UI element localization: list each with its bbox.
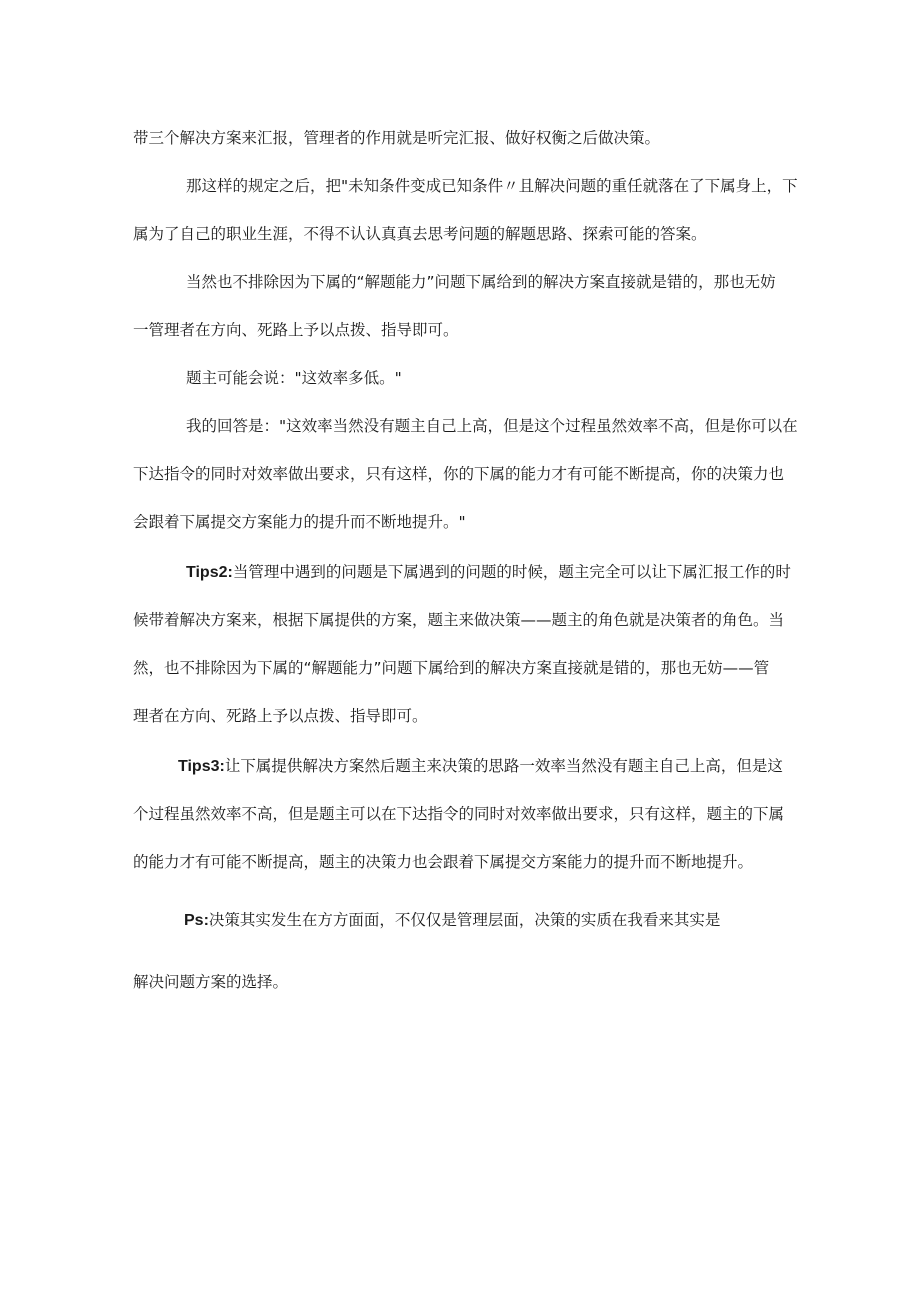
tips3-first-line <box>178 756 783 777</box>
paragraph-line: 理者在方向、死路上予以点拨、指导即可。 <box>133 707 428 725</box>
paragraph-line: 然，也不排除因为下属的“解题能力”问题下属给到的解决方案直接就是错的，那也无妨——管 <box>133 659 770 677</box>
tips3-text: 让下属提供解决方案然后题主来决策的思路一效率当然没有题主自己上高，但是这 <box>224 757 783 775</box>
ps-first-line <box>184 910 720 931</box>
paragraph-line: 属为了自己的职业生涯，不得不认认真真去思考问题的解题思路、探索可能的答案。 <box>133 225 707 243</box>
paragraph-line: 我的回答是："这效率当然没有题主自己上高，但是这个过程虽然效率不高，但是你可以在 <box>186 417 798 435</box>
tips2-text: 当管理中遇到的问题是下属遇到的问题的时候，题主完全可以让下属汇报工作的时 <box>232 563 791 581</box>
paragraph-line: 下达指令的同时对效率做出要求，只有这样，你的下属的能力才有可能不断提高，你的决策力也 <box>133 465 785 483</box>
paragraph-line: 题主可能会说："这效率多低。" <box>186 369 402 387</box>
paragraph-line: 会跟着下属提交方案能力的提升而不断地提升。" <box>133 513 466 531</box>
paragraph-line: 候带着解决方案来，根据下属提供的方案，题主来做决策——题主的角色就是决策者的角色。当 <box>133 611 785 629</box>
paragraph-line: 当然也不排除因为下属的“解题能力”问题下属给到的解决方案直接就是错的，那也无妨 <box>186 273 776 291</box>
paragraph-line: 个过程虽然效率不高，但是题主可以在下达指令的同时对效率做出要求，只有这样，题主的下属 <box>133 805 785 823</box>
tips2-first-line <box>186 562 791 583</box>
paragraph-line: 解决问题方案的选择。 <box>133 973 289 991</box>
ps-text: 决策其实发生在方方面面，不仅仅是管理层面，决策的实质在我看来其实是 <box>208 911 721 929</box>
ps-label: Ps: <box>184 912 209 929</box>
tips2-label: Tips2: <box>186 564 233 581</box>
paragraph-line: 带三个解决方案来汇报，管理者的作用就是听完汇报、做好权衡之后做决策。 <box>133 129 661 147</box>
tips3-label: Tips3: <box>178 758 225 775</box>
paragraph-line: 一管理者在方向、死路上予以点拨、指导即可。 <box>133 321 459 339</box>
paragraph-line: 那这样的规定之后，把"未知条件变成已知条件〃且解决问题的重任就落在了下属身上，下 <box>186 177 798 195</box>
paragraph-line: 的能力才有可能不断提高，题主的决策力也会跟着下属提交方案能力的提升而不断地提升。 <box>133 853 754 871</box>
